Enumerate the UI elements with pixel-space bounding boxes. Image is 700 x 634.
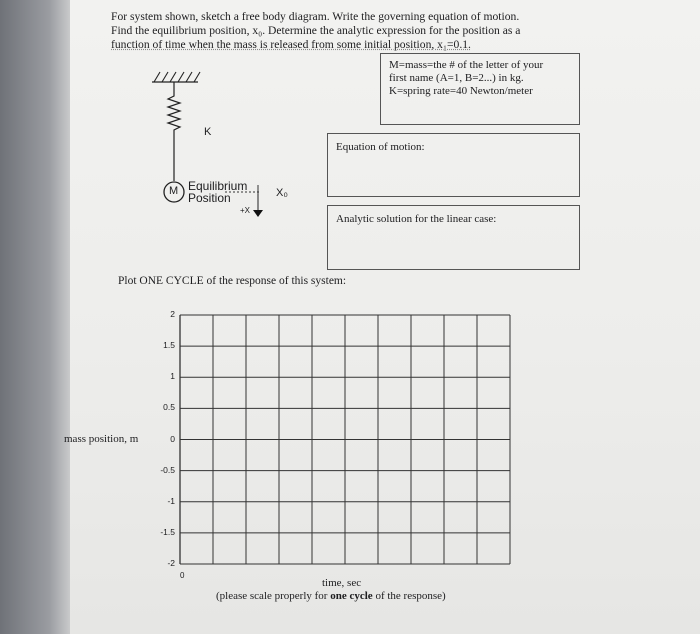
- arrow-down-icon: [253, 210, 263, 217]
- given-values-box: [380, 53, 580, 125]
- background-edge: [0, 0, 70, 634]
- x-axis-note-end: of the response): [372, 590, 446, 602]
- given-line-3: K=spring rate=40 Newton/meter: [389, 85, 533, 97]
- given-line-1: M=mass=the # of the letter of your: [389, 59, 544, 71]
- problem-line-1: For system shown, sketch a free body diagram. Write the governing equation of motion.: [111, 10, 520, 23]
- problem-line-2: Find the equilibrium position, x₀. Determine the analytic expression for the position as a: [111, 24, 521, 37]
- y-tick-label: 2: [170, 309, 175, 319]
- problem-statement: [111, 10, 520, 52]
- y-axis-label: mass position, m: [64, 433, 139, 445]
- y-tick-label: 1: [170, 371, 175, 382]
- x-axis-note-start: (please scale properly for: [216, 590, 331, 602]
- ceiling-hatch: [154, 72, 200, 82]
- analytic-solution-label: Analytic solution for the linear case:: [336, 213, 497, 225]
- problem-line-3: function of time when the mass is released from some initial position, x₁=0.1.: [111, 38, 471, 51]
- analytic-solution-box[interactable]: [327, 205, 580, 270]
- plot-heading: Plot ONE CYCLE of the response of this system:: [118, 275, 347, 287]
- direction-label: +X: [240, 206, 251, 215]
- y-tick-label: 1.5: [163, 340, 175, 351]
- position-word: Position: [188, 191, 231, 205]
- x0-label: X₀: [276, 187, 288, 199]
- equilibrium-word: Equilibrium: [188, 179, 248, 193]
- y-tick-label: -0.5: [160, 464, 175, 475]
- y-tick-label: 0: [170, 433, 175, 444]
- given-line-2: first name (A=1, B=2...) in kg.: [389, 72, 524, 84]
- y-tick-label: 0.5: [163, 402, 175, 413]
- equation-of-motion-label: Equation of motion:: [336, 141, 425, 153]
- equilibrium-label: [188, 180, 247, 204]
- equation-of-motion-box[interactable]: [327, 133, 580, 197]
- spring-icon: [168, 82, 180, 181]
- x-axis-label: time, sec: [322, 577, 362, 589]
- response-plot-grid[interactable]: [178, 311, 512, 570]
- x-axis-note: [216, 590, 446, 602]
- x-origin-label: 0: [180, 571, 185, 580]
- y-tick-label: -1.5: [160, 526, 175, 537]
- y-tick-label: -1: [167, 495, 175, 506]
- mass-label: M: [169, 185, 179, 197]
- spring-label: K: [204, 126, 212, 138]
- y-tick-label: -2: [167, 558, 175, 568]
- x-axis-note-bold: one cycle: [330, 590, 373, 602]
